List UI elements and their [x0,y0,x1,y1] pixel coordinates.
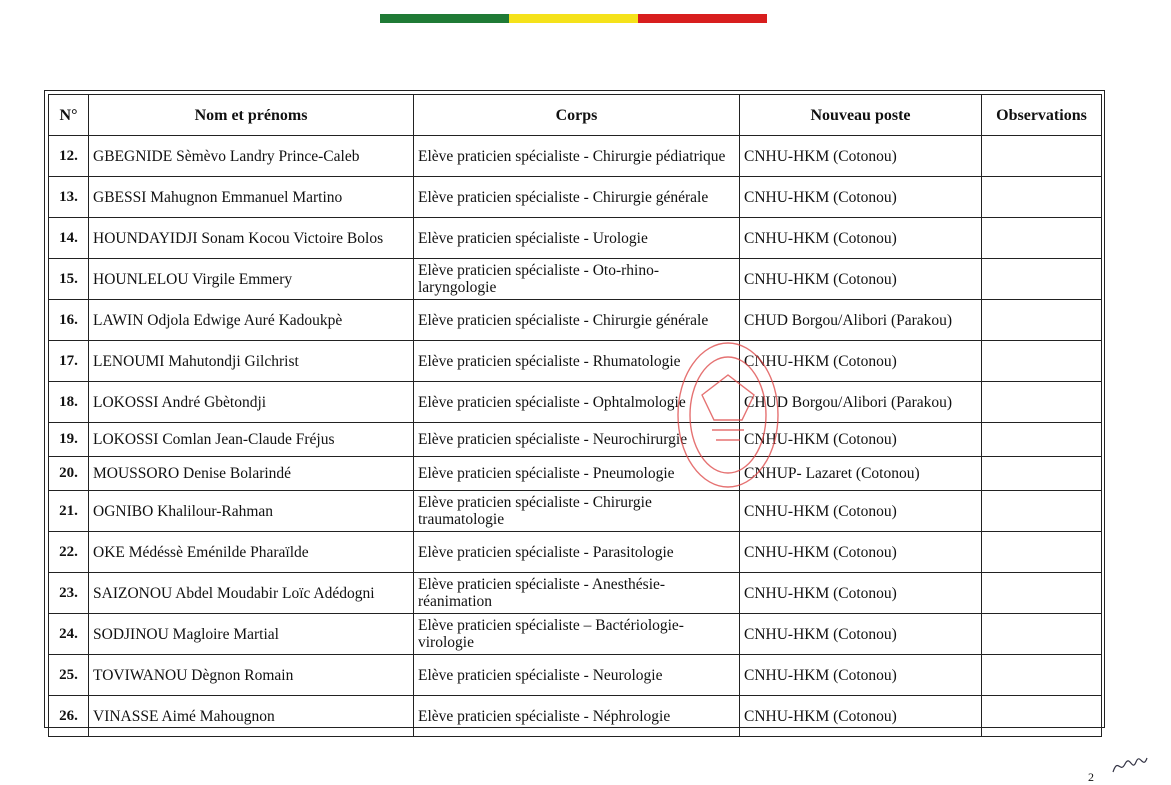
row-poste: CNHU-HKM (Cotonou) [740,259,982,300]
row-corps: Elève praticien spécialiste - Neurochirurgie [414,423,740,457]
table-row [49,532,1102,573]
row-name: MOUSSORO Denise Bolarindé [89,457,414,491]
assignment-table [48,94,1102,737]
row-name: SAIZONOU Abdel Moudabir Loïc Adédogni [89,573,414,614]
table-row [49,696,1102,737]
row-corps: Elève praticien spécialiste - Neurologie [414,655,740,696]
header-poste: Nouveau poste [740,95,982,136]
table-row [49,300,1102,341]
row-number: 19. [49,423,89,457]
row-poste: CNHU-HKM (Cotonou) [740,491,982,532]
row-observations [982,614,1102,655]
row-number: 13. [49,177,89,218]
row-name: LAWIN Odjola Edwige Auré Kadoukpè [89,300,414,341]
row-poste: CNHU-HKM (Cotonou) [740,696,982,737]
row-corps: Elève praticien spécialiste - Chirurgie traumatologie [414,491,740,532]
row-corps: Elève praticien spécialiste - Pneumologie [414,457,740,491]
row-number: 14. [49,218,89,259]
row-observations [982,259,1102,300]
table-row [49,177,1102,218]
row-corps: Elève praticien spécialiste - Chirurgie pédiatrique [414,136,740,177]
row-observations [982,696,1102,737]
row-number: 21. [49,491,89,532]
table-row [49,655,1102,696]
flag-red [638,14,767,23]
row-name: TOVIWANOU Dègnon Romain [89,655,414,696]
row-number: 25. [49,655,89,696]
table-row [49,614,1102,655]
table-row [49,136,1102,177]
row-corps: Elève praticien spécialiste - Anesthésie-réanimation [414,573,740,614]
table-row [49,423,1102,457]
flag-stripe [380,14,767,23]
row-observations [982,218,1102,259]
row-poste: CNHU-HKM (Cotonou) [740,423,982,457]
row-name: OGNIBO Khalilour-Rahman [89,491,414,532]
row-poste: CNHUP- Lazaret (Cotonou) [740,457,982,491]
row-corps: Elève praticien spécialiste - Ophtalmologie [414,382,740,423]
row-name: LOKOSSI André Gbètondji [89,382,414,423]
row-poste: CHUD Borgou/Alibori (Parakou) [740,382,982,423]
header-corps: Corps [414,95,740,136]
initials-signature [1110,752,1150,778]
row-observations [982,573,1102,614]
table-row [49,218,1102,259]
flag-yellow [509,14,638,23]
header-observations: Observations [982,95,1102,136]
row-name: OKE Médéssè Eménilde Pharaïlde [89,532,414,573]
row-number: 26. [49,696,89,737]
row-corps: Elève praticien spécialiste - Rhumatologie [414,341,740,382]
row-observations [982,382,1102,423]
table-header-row [49,95,1102,136]
row-observations [982,532,1102,573]
row-corps: Elève praticien spécialiste - Chirurgie générale [414,300,740,341]
row-observations [982,300,1102,341]
row-observations [982,423,1102,457]
row-name: GBESSI Mahugnon Emmanuel Martino [89,177,414,218]
table-row [49,341,1102,382]
row-name: SODJINOU Magloire Martial [89,614,414,655]
row-name: HOUNLELOU Virgile Emmery [89,259,414,300]
table-row [49,382,1102,423]
row-number: 23. [49,573,89,614]
row-poste: CNHU-HKM (Cotonou) [740,573,982,614]
row-observations [982,136,1102,177]
flag-green [380,14,509,23]
header-name: Nom et prénoms [89,95,414,136]
row-name: GBEGNIDE Sèmèvo Landry Prince-Caleb [89,136,414,177]
table-row [49,573,1102,614]
row-poste: CNHU-HKM (Cotonou) [740,136,982,177]
row-poste: CHUD Borgou/Alibori (Parakou) [740,300,982,341]
row-poste: CNHU-HKM (Cotonou) [740,177,982,218]
table-row [49,259,1102,300]
row-corps: Elève praticien spécialiste - Urologie [414,218,740,259]
row-number: 16. [49,300,89,341]
row-poste: CNHU-HKM (Cotonou) [740,218,982,259]
page-number: 2 [1088,770,1094,784]
row-observations [982,341,1102,382]
row-observations [982,491,1102,532]
row-number: 20. [49,457,89,491]
row-poste: CNHU-HKM (Cotonou) [740,532,982,573]
table-row [49,457,1102,491]
header-num: N° [49,95,89,136]
row-poste: CNHU-HKM (Cotonou) [740,341,982,382]
row-corps: Elève praticien spécialiste - Néphrologie [414,696,740,737]
row-name: LOKOSSI Comlan Jean-Claude Fréjus [89,423,414,457]
row-corps: Elève praticien spécialiste - Parasitologie [414,532,740,573]
row-poste: CNHU-HKM (Cotonou) [740,614,982,655]
row-number: 22. [49,532,89,573]
table-row [49,491,1102,532]
row-number: 24. [49,614,89,655]
row-name: VINASSE Aimé Mahougnon [89,696,414,737]
row-observations [982,457,1102,491]
row-corps: Elève praticien spécialiste - Chirurgie générale [414,177,740,218]
row-poste: CNHU-HKM (Cotonou) [740,655,982,696]
row-number: 18. [49,382,89,423]
row-name: HOUNDAYIDJI Sonam Kocou Victoire Bolos [89,218,414,259]
row-number: 15. [49,259,89,300]
row-number: 17. [49,341,89,382]
row-number: 12. [49,136,89,177]
row-corps: Elève praticien spécialiste - Oto-rhino-laryngologie [414,259,740,300]
row-observations [982,177,1102,218]
row-name: LENOUMI Mahutondji Gilchrist [89,341,414,382]
row-observations [982,655,1102,696]
row-corps: Elève praticien spécialiste – Bactériologie-virologie [414,614,740,655]
